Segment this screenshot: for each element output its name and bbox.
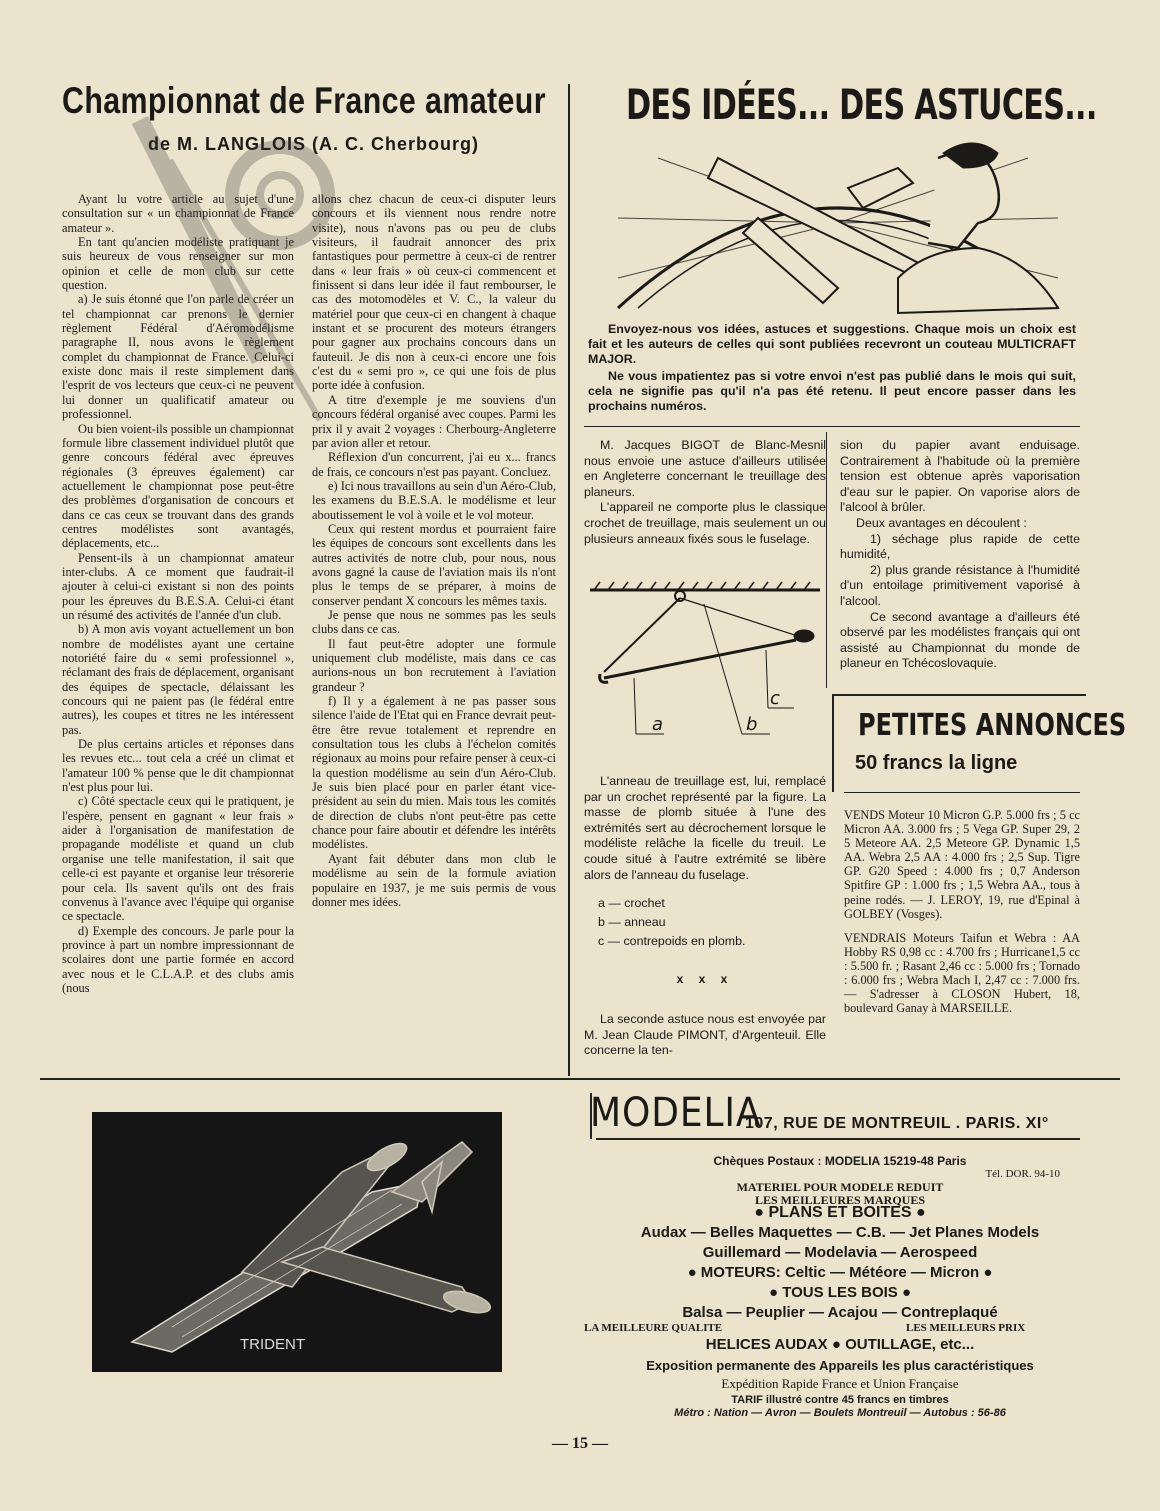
paragraph: En tant qu'ancien modéliste pratiquant je suis heureux de vous renseigner sur mon opinion et celle de mon club sur cette question. <box>62 235 294 293</box>
paragraph: La seconde astuce nous est envoyée par M. Jean Claude PIMONT, d'Argenteuil. Elle concerne la ten- <box>584 1012 826 1058</box>
paragraph: 2) plus grande résistance à l'humidité d'un entoilage primitivement vaporisé à l'alcool. <box>840 562 1080 608</box>
figure-legend <box>598 896 745 953</box>
qualite-line: LA MEILLEURE QUALITE <box>584 1322 723 1334</box>
modelia-address: 107, RUE DE MONTREUIL . PARIS. XI° <box>745 1115 1049 1132</box>
paragraph: Pensent-ils à un championnat amateur inter-clubs. A ce moment que faudrait-il ajouter à celui-ci existant si non des points pour les épreuves du B.E.S.A. Celui-ci étant un résumé des activités de l'année d'un club. <box>62 550 294 622</box>
materiel-line: MATERIEL POUR MODELE REDUIT <box>736 1180 944 1194</box>
paragraph: M. Jacques BIGOT de Blanc-Mesnil nous envoie une astuce d'ailleurs utilisée en Angleterre concernant le treuillage des planeurs. <box>584 438 826 499</box>
paragraph: Ou bien voient-ils possible un championnat formule libre classement individuel plutôt que genre concours fédéral avec épreuves régionales (3 épreuves également) car actuellement le championnat pose peut-être des problèmes d'organisation de concours et dans ce cas ceux se trouvant dans des grands centres modélistes sont avantagés, déplacements, etc... <box>62 421 294 551</box>
paragraph: Ayant lu votre article au sujet d'une consultation sur « un championnat de France amateur ». <box>62 192 294 235</box>
trident-photo <box>92 1112 502 1372</box>
brands-line-2: Guillemard — Modelavia — Aerospeed <box>702 1244 978 1261</box>
logo-rule <box>596 1138 1080 1140</box>
paragraph: 1) séchage plus rapide de cette humidité, <box>840 531 1080 562</box>
article-title: Championnat de France amateur <box>62 80 546 121</box>
paragraph: Réflexion d'un concurrent, j'ai eu x... francs de frais, ce concours n'est pas payant. Concluez. <box>312 450 556 479</box>
paragraph: c) Côté spectacle ceux qui le pratiquent, je l'espère, pensent en gagnant « leur frais » aider à l'organisation de manifestation de propagande modéliste et quand un club organise une telle manifestation, il sait que celle-ci est payante et organise leur trésorerie pour cela. Ils savent qu'ils ont des frais convenus à l'avance avec l'équipe qui organise ce spectacle. <box>62 794 294 924</box>
paragraph: e) Ici nous travaillons au sein d'un Aéro-Club, les examens du B.E.S.A. le modélisme et leur aboutissement le vol à voile et le vol moteur. <box>312 478 556 522</box>
separator: x x x <box>676 972 734 986</box>
modelia-logo: MODELIA <box>590 1090 762 1136</box>
paragraph: A titre d'exemple je me souviens d'un concours fédéral organisé avec coupes. Parmi les prix il y avait 2 voyages : Cherbourg-Angleterre par avion aller et retour. <box>312 392 556 450</box>
expedition-line: Expédition Rapide France et Union Française <box>721 1376 959 1391</box>
paragraph: Il faut peut-être adopter une formule uniquement club modéliste, mais dans ce cas aurions-nous un bon recrutement à l'aviation grandeur ? <box>312 636 556 694</box>
section-rule <box>40 1078 1120 1080</box>
column-rule <box>568 84 570 1076</box>
moteurs-line: ● MOTEURS: Celtic — Météore — Micron ● <box>687 1264 993 1281</box>
paragraph: Ce second avantage a d'ailleurs été observé par les modélistes français qui ont assisté au Championnat du monde de planeur en Tchécoslovaquie. <box>840 609 1080 671</box>
paragraph: a) Je suis étonné que l'on parle de créer un tel championnat car prenons le dernier règlement Fédéral d'Aéromodélisme paragraphe II, nous avons le règlement complet du championnat de France. Celui-ci existe donc mais il reste simplement dans l'esprit de vos lecteurs que ceux-ci ne peuvent lui donner un qualificatif amateur ou professionnel. <box>62 292 294 422</box>
photo-caption: TRIDENT <box>240 1336 305 1353</box>
idees-column-a-bottom <box>584 774 826 883</box>
paragraph: L'anneau de treuillage est, lui, remplacé par un crochet représenté par la figure. La masse de plomb située à l'une des extrémités sert au décrochement lorsque le modéliste relâche la ficelle du treuil. Le coude situé à l'autre extrémité se libère alors de l'anneau du fuselage. <box>584 774 826 882</box>
legend-item: b — anneau <box>598 915 666 929</box>
paragraph: d) Exemple des concours. Je parle pour la province à part un nombre impressionnant de scolaires dont une partie formée en accord avec nous et le C.L.A.P. et des clubs amis (nous <box>62 923 294 995</box>
column-rule <box>826 432 827 688</box>
idees-column-b <box>840 438 1080 672</box>
watermark-stamp <box>110 100 440 430</box>
idees-column-a-top <box>584 438 826 547</box>
article-byline: de M. LANGLOIS (A. C. Cherbourg) <box>148 134 479 154</box>
trident-plane-image <box>92 1112 502 1372</box>
marques-line: LES MEILLEURES MARQUES <box>754 1193 926 1207</box>
page-number: — 15 — <box>552 1435 608 1452</box>
paragraph: Ayant fait débuter dans mon club le modélisme au sein de la formule aviation populaire en 1937, je me suis permis de vous donner mes idées. <box>312 851 556 909</box>
annonces-rule <box>844 792 1080 793</box>
fig-label-c: c <box>770 688 780 709</box>
paragraph: Je pense que nous ne sommes pas les seuls clubs dans ce cas. <box>312 607 556 637</box>
hook-figure <box>584 574 826 754</box>
tarif-line: TARIF illustré contre 45 francs en timbres <box>731 1394 949 1406</box>
exposition-line: Exposition permanente des Appareils les plus caractéristiques <box>646 1358 1034 1373</box>
legend-item: c — contrepoids en plomb. <box>598 934 746 948</box>
annonces-title: PETITES ANNONCES <box>858 708 1127 743</box>
metro-line: Métro : Nation — Avron — Boulets Montreuil — Autobus : 56-86 <box>674 1407 1006 1419</box>
helices-line: HELICES AUDAX ● OUTILLAGE, etc... <box>705 1336 975 1353</box>
telephone: Tél. DOR. 94-10 <box>985 1168 1060 1180</box>
idees-title: DES IDÉES... DES ASTUCES... <box>626 80 1097 129</box>
prix-line: LES MEILLEURS PRIX <box>906 1322 1026 1334</box>
paragraph: De plus certains articles et réponses dans les revues etc... tout cela a créé un climat et l'amateur 100 % pense que le dit championnat n'est plus pour lui. <box>62 737 294 795</box>
idees-column-a-end <box>584 1012 826 1059</box>
section-rule <box>584 426 1080 427</box>
classified-ad: VENDS Moteur 10 Micron G.P. 5.000 frs ; 5 cc Micron AA. 3.000 frs ; 5 Vega GP. Super 29, 2 5 Meteore AA. 2,5 Meteore GP. Dynamic 1,5 AA. Webra 2,5 AA : 4.000 frs ; 2,5 Sup. Tigre GP. G20 Speed : 4.000 frs ; 0,7 Anderson Spitfire GP : 1.000 frs ; 1,5 Webra AA., tous à peine rodés. — J. LEROY, 19, rue d'Epinal à GOLBEY (Vosges). <box>844 808 1080 921</box>
paragraph: L'appareil ne comporte plus le classique crochet de treuillage, mais seulement un ou plusieurs anneaux fixés sous le fuselage. <box>584 500 826 546</box>
paragraph: Ceux qui restent mordus et pourraient faire les équipes de concours sont excellents dans les autres activités de notre club, pour nous, nous avons gagné la cause de l'aviation mais ils n'ont plus le temps de se préparer, à moins de conserver pendant X concours les mêmes taxis. <box>312 521 556 608</box>
modeler-illustration <box>598 128 1078 318</box>
paragraph: allons chez chacun de ceux-ci disputer leurs concours et ils viennent nous rendre notre visite), nous n'avons pas ou peu de clubs visiteurs, il faudrait annoncer des prix fantastiques pour permettre à ceux-ci de rentrer dans « leur frais » où ceux-ci commencent et finissent si dans leur idée il faut rembourser, le cas des motomodèles et V. C., la valeur du matériel pour que ceux-ci en changent à chaque instant et se procurent des moteurs étrangers pour gagner aux prochains concours dans un fauteuil. Je dis non à ceux-ci encore une fois c'est du « semi pro », ce qui une fois de plus porte idée à confusion. <box>312 192 556 393</box>
legend-item: a — crochet <box>598 896 665 910</box>
classified-ad: VENDRAIS Moteurs Taifun et Webra : AA Hobby RS 0,98 cc : 4.700 frs ; Hurricane1,5 cc : 5.500 fr. ; Rasant 2,46 cc : 5.000 frs ; Tornado : 6.000 frs ; Webra Mach I, 2,47 cc : 7.000 frs. — S'adresser à CLOSON Hubert, 18, boulevard Ganay à MARSEILLE. <box>844 930 1080 1016</box>
cheques-postaux: Chèques Postaux : MODELIA 15219-48 Paris <box>713 1154 967 1168</box>
classified-ads <box>844 808 1080 1025</box>
paragraph: Deux avantages en découlent : <box>856 515 1027 530</box>
brands-line-1: Audax — Belles Maquettes — C.B. — Jet Planes Models <box>640 1224 1040 1241</box>
intro-paragraph: Envoyez-nous vos idées, astuces et suggestions. Chaque mois un choix est fait et les auteurs de celles qui sont publiées recevront un couteau MULTICRAFT MAJOR. <box>588 322 1076 366</box>
idees-intro <box>588 322 1076 416</box>
fig-label-b: b <box>746 714 758 735</box>
bois-line: ● TOUS LES BOIS ● <box>768 1284 912 1301</box>
paragraph: f) Il y a également à ne pas passer sous silence l'aide de l'Etat qui en France devrait peut-être être revue totalement et reprendre en consultation tous les clubs à l'échelon comités régionaux au moins pour refaire penser à ceux-ci la question modélisme au sein d'un Aéro-Club. Je suis bien placé pour en parler étant vice-président au sein du mien. Mais tous les comités de direction de clubs n'ont peut-être pas cette chance pour faire aboutir et défendre les intérêts modélistes. <box>312 694 556 852</box>
paragraph: sion du papier avant enduisage. Contrairement à l'habitude où la première tension est obtenue après vaporisation d'eau sur le papier. On vaporise alors de l'alcool à brûler. <box>840 438 1080 515</box>
annonces-subtitle: 50 francs la ligne <box>855 752 1018 774</box>
intro-paragraph: Ne vous impatientez pas si votre envoi n'est pas publié dans le mois qui suit, cela ne signifie pas qu'il n'a pas été retenu. Il peut encore passer dans les prochains numéros. <box>588 369 1076 413</box>
woods-line: Balsa — Peuplier — Acajou — Contreplaqué <box>682 1304 998 1321</box>
fig-label-a: a <box>652 714 664 735</box>
plans-line: ● PLANS ET BOITES ● <box>754 1204 926 1221</box>
paragraph: b) A mon avis voyant actuellement un bon nombre de modélistes ayant une certaine notoriété faire du « semi professionnel », réclamant des frais de déplacement, organisant des équipes de spectacle, délaissant les concours qui ne paient pas (le fédéral entre autres), les coupes et titres ne les intéressent pas. <box>62 622 294 737</box>
